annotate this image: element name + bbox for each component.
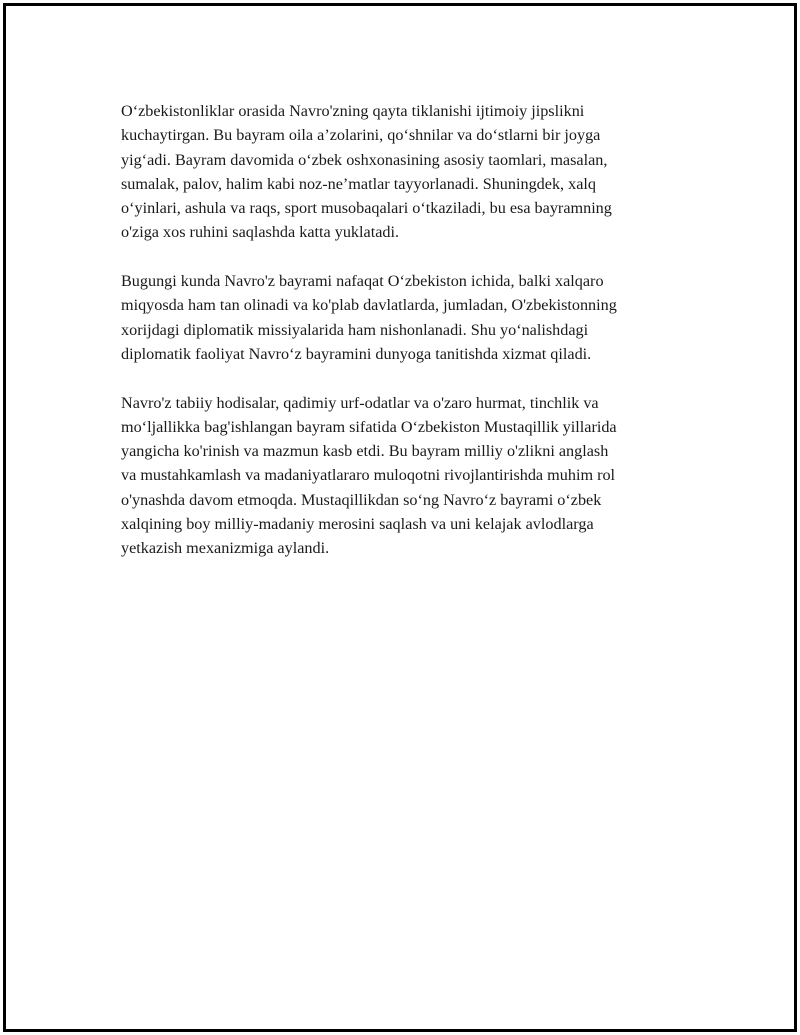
text-line: o‘yinlari, ashula va raqs, sport musobaqalari o‘tkaziladi, bu esa bayramning [121, 199, 612, 218]
text-line: diplomatik faoliyat Navro‘z bayramini dunyoga tanitishda xizmat qiladi. [121, 344, 592, 363]
text-line: O‘zbekistonliklar orasida Navro'zning qayta tiklanishi ijtimoiy jipslikni [121, 102, 585, 120]
text-line: o'ynashda davom etmoqda. Mustaqillikdan so‘ng Navro‘z bayrami o‘zbek [121, 490, 602, 509]
page-frame [3, 3, 797, 1032]
text-line: yangicha ko'rinish va mazmun kasb etdi. Bu bayram milliy o'zlikni anglash [121, 442, 609, 461]
text-line: mo‘ljallikka bag'ishlangan bayram sifatida O‘zbekiston Mustaqillik yillarida [121, 417, 617, 436]
paragraph-3 [121, 391, 701, 561]
text-line: sumalak, palov, halim kabi noz-ne’matlar tayyorlanadi. Shuningdek, xalq [121, 174, 597, 193]
text-line: yig‘adi. Bayram davomida o‘zbek oshxonasining asosiy taomlari, masalan, [121, 150, 608, 169]
text-line: va mustahkamlash va madaniyatlararo muloqotni rivojlantirishda muhim rol [121, 466, 616, 485]
paragraph-2 [121, 269, 701, 366]
text-line: miqyosda ham tan olinadi va ko'plab davlatlarda, jumladan, O'zbekistonning [121, 296, 617, 315]
document-body [121, 99, 701, 585]
paragraph-1 [121, 99, 701, 245]
text-line: Navro'z tabiiy hodisalar, qadimiy urf-odatlar va o'zaro hurmat, tinchlik va [121, 393, 599, 412]
text-line: o'ziga xos ruhini saqlashda katta yuklatadi. [121, 223, 400, 242]
text-line: xorijdagi diplomatik missiyalarida ham nishonlanadi. Shu yo‘nalishdagi [121, 320, 589, 339]
text-line: kuchaytirgan. Bu bayram oila a’zolarini, qo‘shnilar va do‘stlarni bir joyga [121, 126, 601, 145]
text-line: Bugungi kunda Navro'z bayrami nafaqat O‘zbekiston ichida, balki xalqaro [121, 272, 604, 291]
text-line: xalqining boy milliy-madaniy merosini saqlash va uni kelajak avlodlarga [121, 515, 594, 534]
text-line: yetkazish mexanizmiga aylandi. [121, 539, 330, 558]
